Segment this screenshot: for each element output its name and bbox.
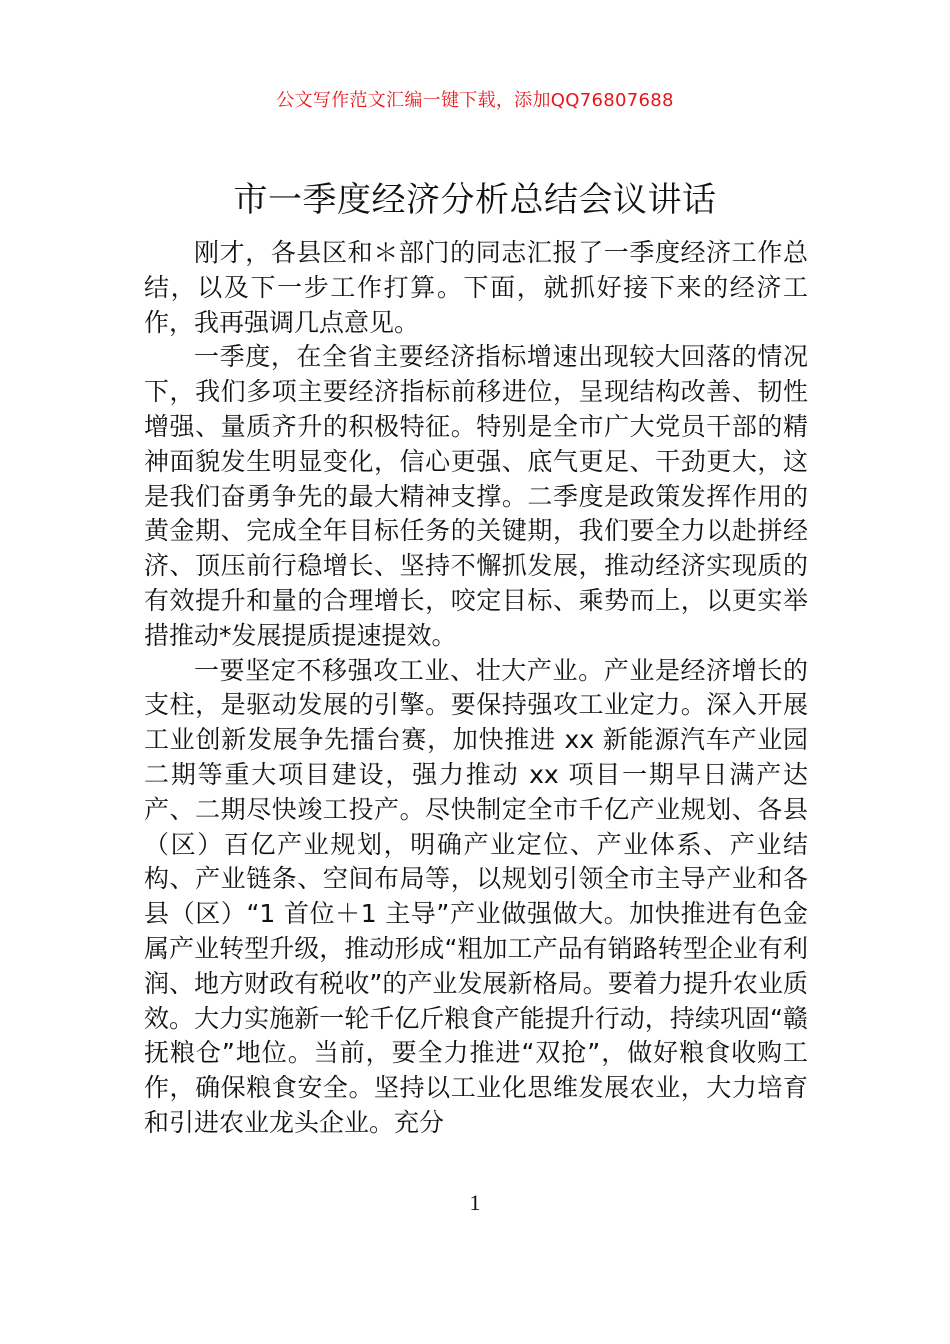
- page-number: 1: [469, 1190, 481, 1215]
- paragraph-3: 一要坚定不移强攻工业、壮大产业。产业是经济增长的支柱，是驱动发展的引擎。要保持强攻工业定力。深入开展工业创新发展争先擂台赛，加快推进 xx 新能源汽车产业园二期等重大项目建设，强力推动 xx 项目一期早日满产达产、二期尽快竣工投产。尽快制定全市千亿产业规划、各县（区）百亿产业规划，明确产业定位、产业体系、产业结构、产业链条、空间布局等，以规划引领全市主导产业和各县（区）“1 首位＋1 主导”产业做强做大。加快推进有色金属产业转型升级，推动形成“粗加工产品有销路转型企业有利润、地方财政有税收”的产业发展新格局。要着力提升农业质效。大力实施新一轮千亿斤粮食产能提升行动，持续巩固“赣抚粮仓”地位。当前，要全力推进“双抢”，做好粮食收购工作，确保粮食安全。坚持以工业化思维发展农业，大力培育和引进农业龙头企业。充分: [144, 655, 808, 1137]
- watermark-ad-text: 公文写作范文汇编一键下载，添加QQ76807688: [276, 90, 674, 111]
- paragraph-1: 刚才，各县区和＊部门的同志汇报了一季度经济工作总结，以及下一步工作打算。下面，就抓好接下来的经济工作，我再强调几点意见。: [144, 238, 808, 337]
- document-body: [144, 236, 808, 1141]
- document-title: 市一季度经济分析总结会议讲话: [233, 180, 717, 220]
- paragraph-2: 一季度，在全省主要经济指标增速出现较大回落的情况下，我们多项主要经济指标前移进位，呈现结构改善、韧性增强、量质齐升的积极特征。特别是全市广大党员干部的精神面貌发生明显变化，信心更强、底气更足、干劲更大，这是我们奋勇争先的最大精神支撑。二季度是政策发挥作用的黄金期、完成全年目标任务的关键期，我们要全力以赴拼经济、顶压前行稳增长、坚持不懈抓发展，推动经济实现质的有效提升和量的合理增长，咬定目标、乘势而上，以更实举措推动*发展提质提速提效。: [144, 342, 808, 650]
